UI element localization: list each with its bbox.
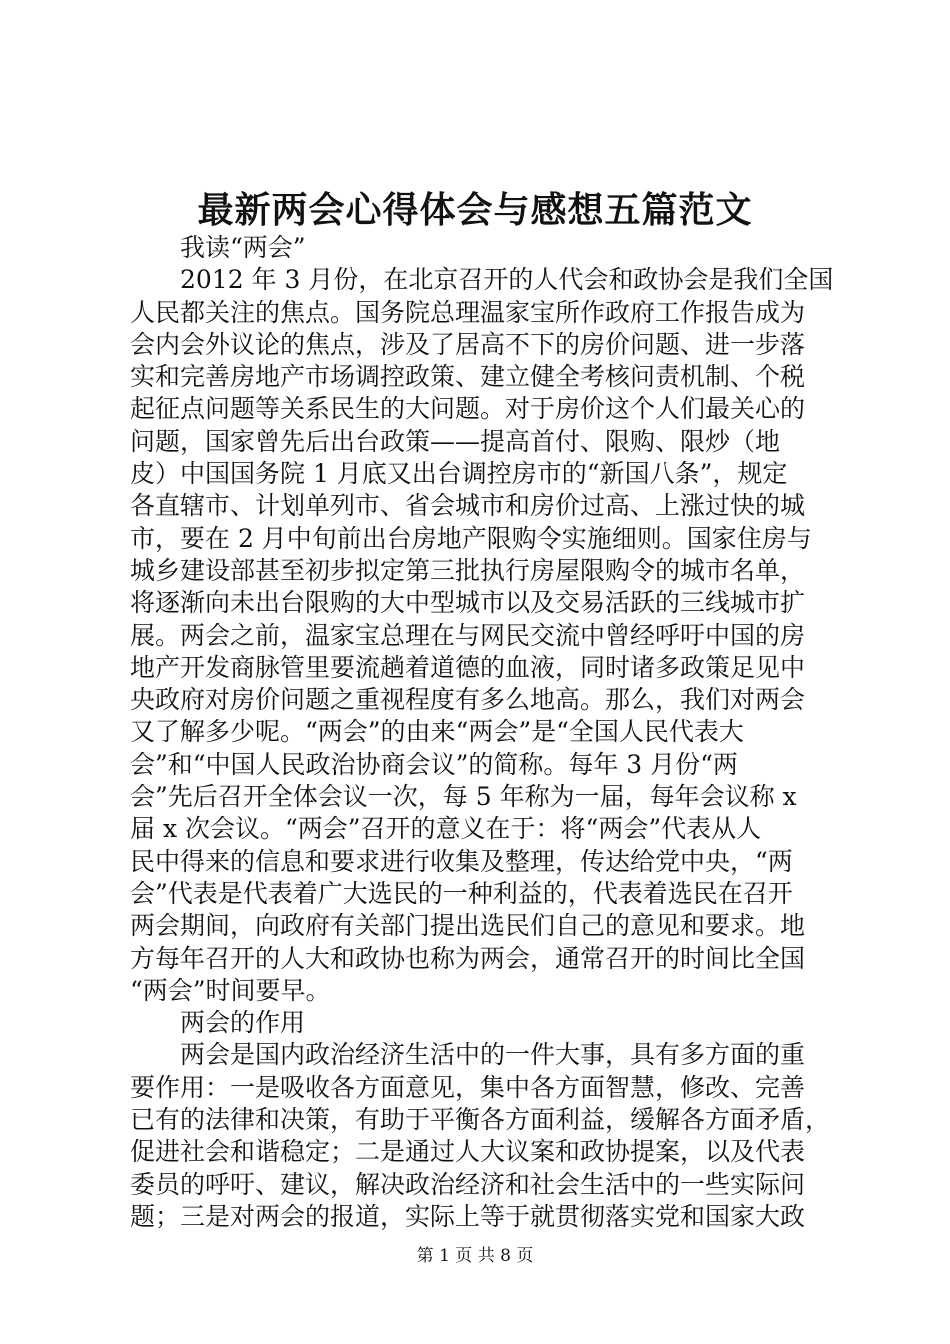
document-title: 最新两会心得体会与感想五篇范文: [197, 189, 753, 231]
text-line: 我读“两会”: [180, 233, 306, 262]
text-line: 市，要在 2 月中旬前出台房地产限购令实施细则。国家住房与: [130, 523, 812, 553]
text-line: 又了解多少呢。“两会”的由来“两会”是“全国人民代表大: [130, 717, 744, 747]
text-line: 民中得来的信息和要求进行收集及整理，传达给党中央，“两: [130, 846, 793, 876]
text-line: 两会是国内政治经济生活中的一件大事，具有多方面的重: [180, 1040, 806, 1070]
text-line: 皮）中国国务院 1 月底又出台调控房市的“新国八条”，规定: [130, 459, 788, 489]
text-line: 起征点问题等关系民生的大问题。对于房价这个人们最关心的: [130, 394, 806, 424]
document-body: [130, 232, 834, 1233]
text-line: 会”先后召开全体会议一次，每 5 年称为一届，每年会议称 x: [130, 782, 797, 812]
text-line: 央政府对房价问题之重视程度有多么地高。那么，我们对两会: [130, 685, 806, 715]
text-line: 会内会外议论的焦点，涉及了居高不下的房价问题、进一步落: [130, 329, 806, 359]
text-line: 已有的法律和决策，有助于平衡各方面利益，缓解各方面矛盾，: [130, 1105, 831, 1135]
text-line: 委员的呼吁、建议，解决政治经济和社会生活中的一些实际问: [130, 1169, 806, 1199]
text-line: 会”和“中国人民政治协商会议”的简称。每年 3 月份“两: [130, 749, 738, 779]
page-footer: 第 1 页 共 8 页: [416, 1246, 534, 1266]
text-line: 2012 年 3 月份，在北京召开的人代会和政协会是我们全国: [180, 265, 834, 295]
text-line: 地产开发商脉管里要流趟着道德的血液，同时诸多政策足见中: [130, 652, 806, 682]
text-line: 促进社会和谐稳定；二是通过人大议案和政协提案，以及代表: [130, 1137, 806, 1167]
text-line: 两会期间，向政府有关部门提出选民们自己的意见和要求。地: [130, 911, 806, 941]
text-line: 人民都关注的焦点。国务院总理温家宝所作政府工作报告成为: [130, 297, 806, 327]
text-line: 问题，国家曾先后出台政策——提高首付、限购、限炒（地: [130, 426, 781, 456]
text-line: 题；三是对两会的报道，实际上等于就贯彻落实党和国家大政: [130, 1201, 806, 1231]
text-line: 城乡建设部甚至初步拟定第三批执行房屋限购令的城市名单，: [130, 555, 806, 585]
text-line: 实和完善房地产市场调控政策、建立健全考核问责机制、个税: [130, 362, 806, 392]
text-line: 展。两会之前，温家宝总理在与网民交流中曾经呼吁中国的房: [130, 620, 806, 650]
text-line: 将逐渐向未出台限购的大中型城市以及交易活跃的三线城市扩: [130, 588, 806, 618]
text-line: 两会的作用: [180, 1008, 306, 1038]
text-line: 会”代表是代表着广大选民的一种利益的，代表着选民在召开: [130, 878, 793, 908]
text-line: 各直辖市、计划单列市、省会城市和房价过高、上涨过快的城: [130, 491, 806, 521]
text-line: “两会”时间要早。: [130, 975, 331, 1005]
text-line: 方每年召开的人大和政协也称为两会，通常召开的时间比全国: [130, 943, 806, 973]
text-line: 要作用：一是吸收各方面意见，集中各方面智慧，修改、完善: [130, 1072, 806, 1102]
text-line: 届 x 次会议。“两会”召开的意义在于：将“两会”代表从人: [130, 814, 762, 844]
